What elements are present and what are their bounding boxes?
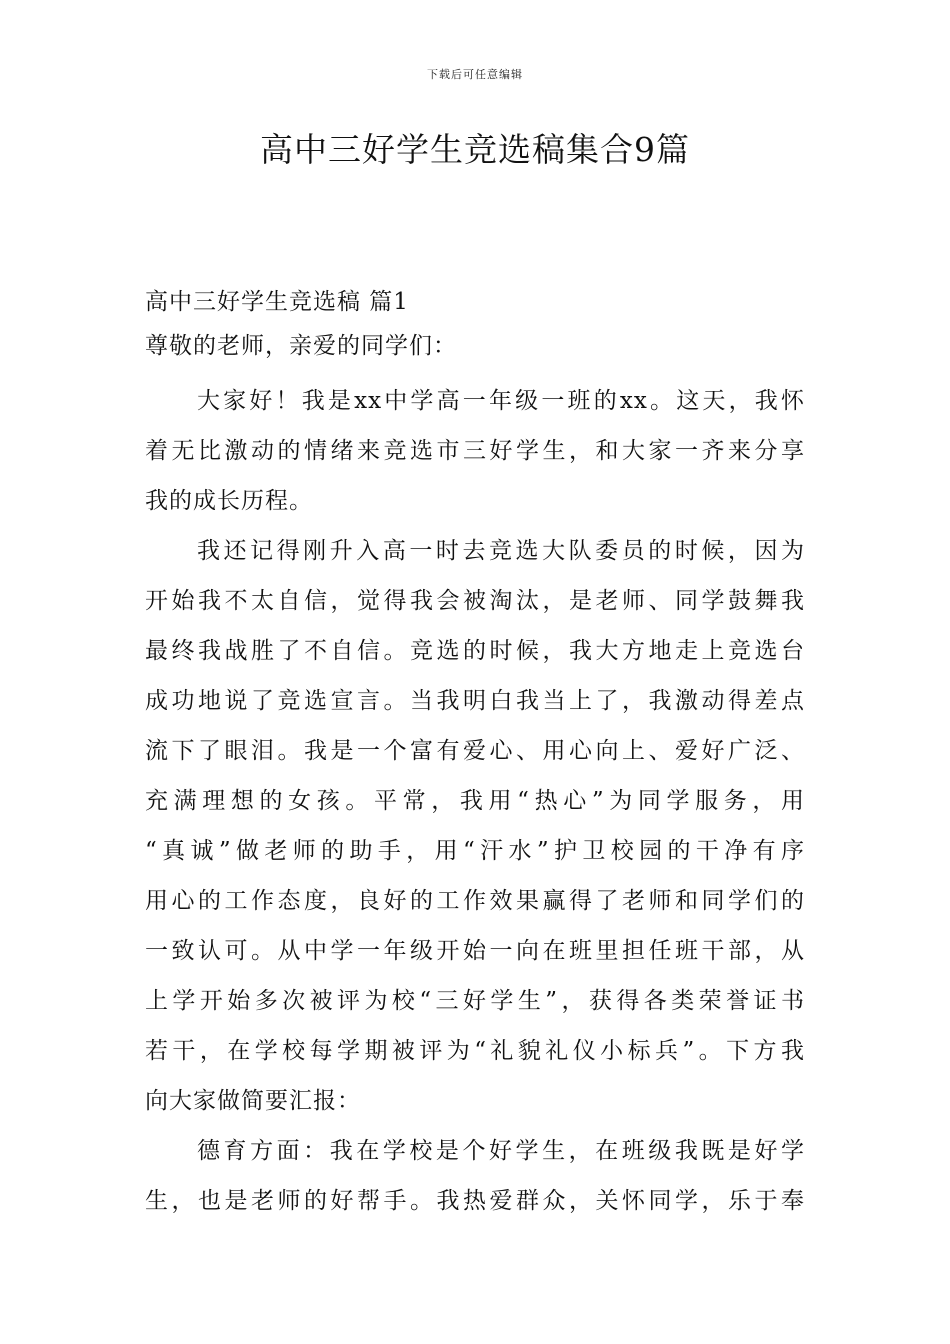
paragraph-line: 开始我不太自信，觉得我会被淘汰，是老师、同学鼓舞我 <box>145 588 805 614</box>
document-body <box>145 280 805 1226</box>
paragraph-line: 一致认可。从中学一年级开始一向在班里担任班干部，从 <box>145 938 805 964</box>
header-note: 下载后可任意编辑 <box>427 68 523 81</box>
paragraph-line: 我的成长历程。 <box>145 488 313 514</box>
document-title: 高中三好学生竞选稿集合9篇 <box>260 130 690 169</box>
greeting: 尊敬的老师，亲爱的同学们： <box>145 333 457 359</box>
section-heading: 高中三好学生竞选稿 篇1 <box>145 289 409 315</box>
paragraph-3 <box>145 1126 805 1226</box>
paragraph-line: “真诚”做老师的助手，用“汗水”护卫校园的干净有序 <box>145 838 805 864</box>
paragraph-1 <box>145 376 805 526</box>
paragraph-line: 大家好！我是xx中学高一年级一班的xx。这天，我怀 <box>197 388 805 414</box>
paragraph-line: 我还记得刚升入高一时去竞选大队委员的时候，因为 <box>197 538 805 564</box>
paragraph-2 <box>145 526 805 1126</box>
paragraph-line: 向大家做简要汇报： <box>145 1088 361 1114</box>
paragraph-line: 最终我战胜了不自信。竞选的时候，我大方地走上竞选台 <box>145 638 805 664</box>
paragraph-line: 着无比激动的情绪来竞选市三好学生，和大家一齐来分享 <box>145 438 805 464</box>
paragraph-line: 若干，在学校每学期被评为“礼貌礼仪小标兵”。下方我 <box>145 1038 805 1064</box>
paragraph-line: 用心的工作态度，良好的工作效果赢得了老师和同学们的 <box>145 888 805 914</box>
paragraph-line: 生，也是老师的好帮手。我热爱群众，关怀同学，乐于奉 <box>145 1188 805 1214</box>
paragraph-line: 流下了眼泪。我是一个富有爱心、用心向上、爱好广泛、 <box>145 738 805 764</box>
paragraph-line: 德育方面：我在学校是个好学生，在班级我既是好学 <box>197 1138 805 1164</box>
paragraph-line: 成功地说了竞选宣言。当我明白我当上了，我激动得差点 <box>145 688 805 714</box>
paragraph-line: 上学开始多次被评为校“三好学生”，获得各类荣誉证书 <box>145 988 805 1014</box>
paragraph-line: 充满理想的女孩。平常，我用“热心”为同学服务，用 <box>145 788 805 814</box>
